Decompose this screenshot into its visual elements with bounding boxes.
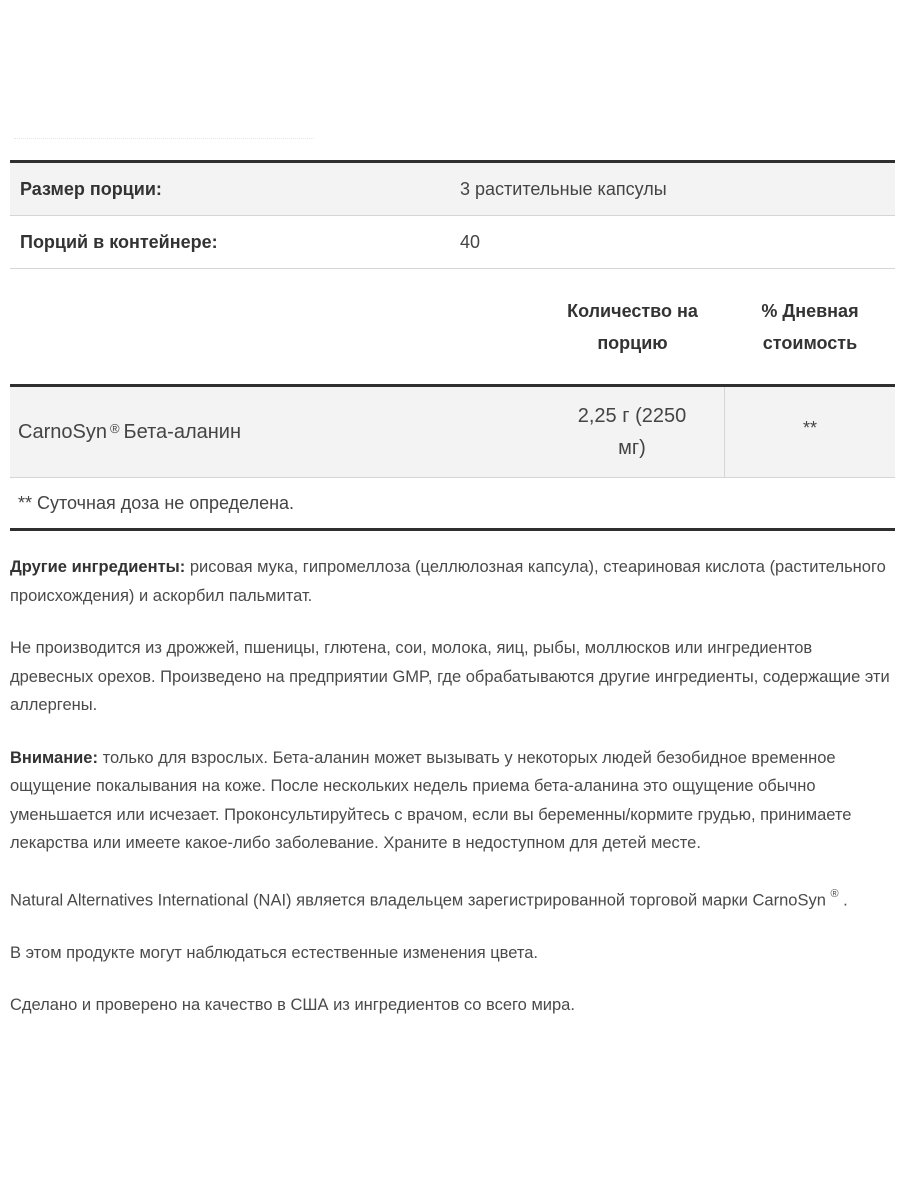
dv-header-line1: % Дневная: [761, 300, 859, 321]
other-ingredients-label: Другие ингредиенты:: [10, 558, 186, 576]
supplement-facts-table: [10, 160, 895, 531]
ingredient-daily-value: **: [802, 417, 817, 438]
ingredient-amount: [540, 387, 725, 477]
servings-per-container-label: Порций в контейнере:: [20, 231, 218, 252]
ingredient-amount-line2: мг): [618, 437, 646, 459]
ingredient-row: [10, 387, 895, 477]
ingredient-brand: CarnoSyn: [18, 420, 107, 443]
allergen-paragraph: Не производится из дрожжей, пшеницы, глютена, сои, молока, яиц, рыбы, моллюсков или ингредиентов древесных орехов. Произведено на предприятии GMP, где обрабатываются другие ингредиенты, содержащие эти аллергены.: [10, 639, 890, 714]
column-headers: [10, 269, 895, 384]
amount-header-line2: порцию: [597, 332, 668, 353]
other-ingredients-paragraph: [10, 553, 895, 610]
daily-value-header: [725, 295, 895, 359]
servings-per-container-value: 40: [460, 231, 481, 252]
serving-size-row: [10, 163, 895, 215]
trademark-end: .: [838, 891, 848, 909]
trademark-text: Natural Alternatives International (NAI) является владельцем зарегистрированной торговой марки CarnoSyn: [10, 891, 826, 909]
dv-header-line2: стоимость: [762, 332, 858, 353]
faint-top-remnant: [14, 130, 314, 139]
trademark-registered-mark: ®: [830, 887, 839, 900]
warning-paragraph: [10, 744, 895, 858]
footnote: ** Суточная доза не определена.: [18, 492, 295, 513]
warning-label: Внимание:: [10, 748, 98, 767]
ingredient-generic-name: Бета-аланин: [123, 420, 242, 443]
amount-header-line1: Количество на: [567, 300, 698, 321]
serving-size-label: Размер порции:: [20, 178, 162, 199]
registered-mark: ®: [109, 420, 120, 436]
warning-text: только для взрослых. Бета-аланин может вызывать у некоторых людей безобидное временное ощущение покалывания на коже. После нескольких недель приема бета-аланина это ощущение обычно уменьшается или исчезает. Проконсультируйтесь с врачом, если вы беременны/кормите грудью, принимаете лекарства или имеете какое-либо заболевание. Храните в недоступном для детей месте.: [10, 748, 852, 852]
amount-per-serving-header: [540, 295, 725, 359]
servings-per-container-row: [10, 216, 895, 268]
product-description: [10, 553, 895, 1039]
other-ingredients-text: рисовая мука, гипромеллоза (целлюлозная капсула), стеариновая кислота (растительного происхождения) и аскорбил пальмитат.: [10, 558, 886, 605]
bottom-rule: [10, 528, 895, 531]
serving-size-value: 3 растительные капсулы: [460, 178, 667, 199]
made-in-paragraph: Сделано и проверено на качество в США из ингредиентов со всего мира.: [10, 996, 575, 1014]
ingredient-name: [10, 387, 540, 477]
color-note-paragraph: В этом продукте могут наблюдаться естественные изменения цвета.: [10, 943, 539, 962]
ingredient-amount-line1: 2,25 г (2250: [577, 405, 687, 427]
trademark-paragraph: [10, 882, 895, 915]
